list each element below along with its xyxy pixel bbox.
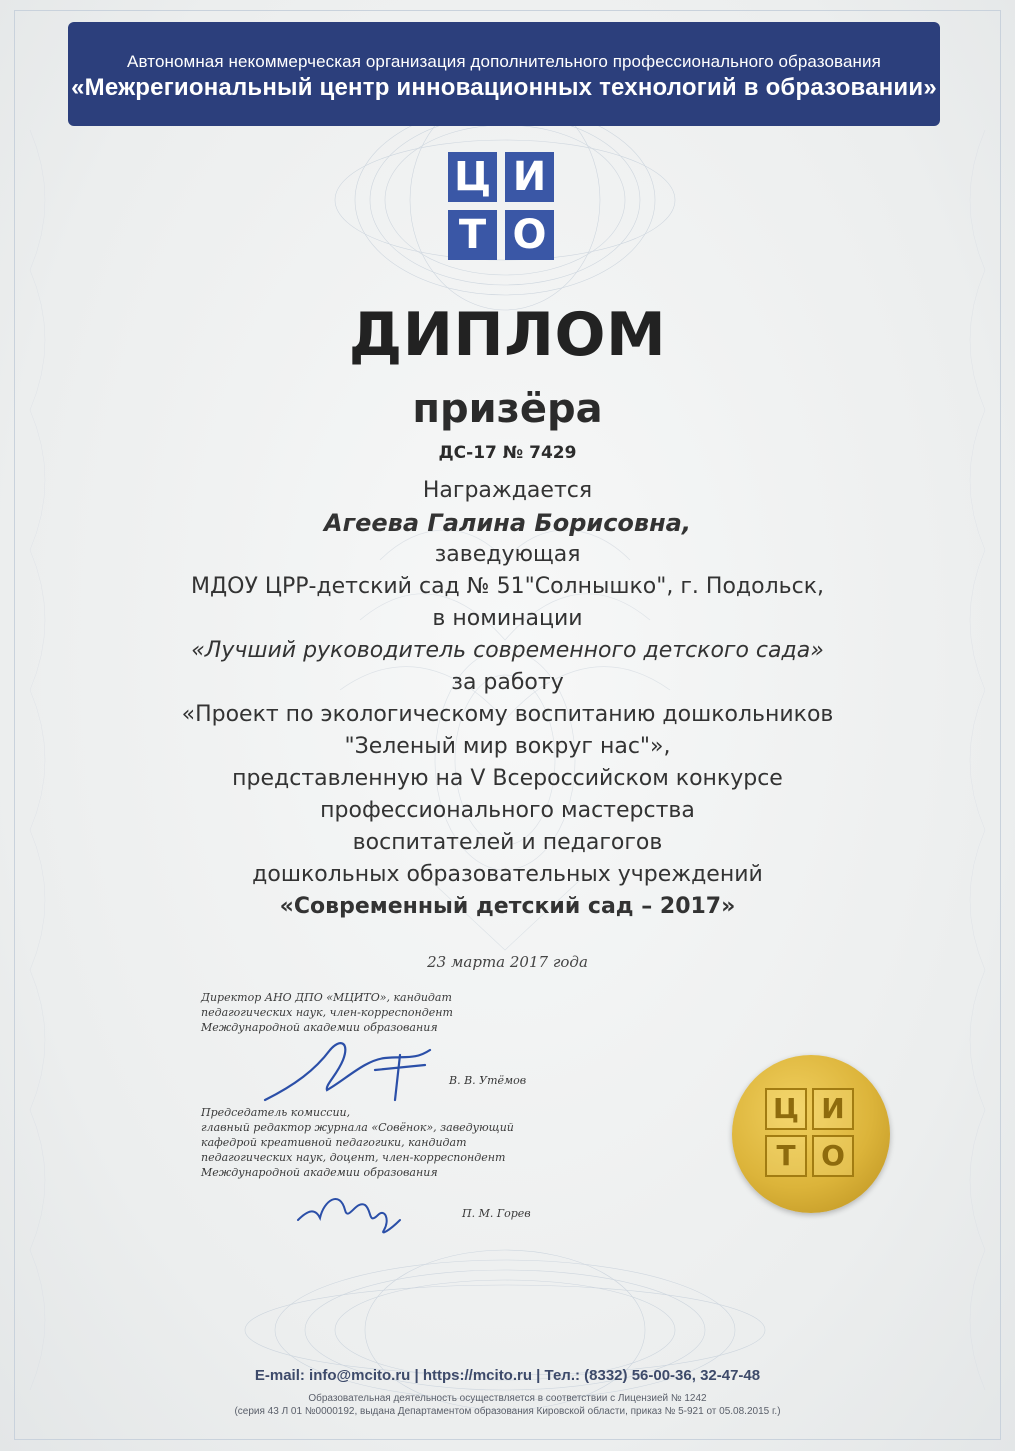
license-line: Образовательная деятельность осуществляется в соответствии с Лицензией № 1242: [308, 1393, 707, 1404]
work-title-line2: "Зеленый мир вокруг нас"»,: [344, 734, 671, 759]
award-date: 23 марта 2017 года: [427, 953, 588, 971]
contact-info: E-mail: info@mcito.ru | https://mcito.ru | Тел.: (8332) 56-00-36, 32-47-48: [254, 1367, 761, 1384]
diploma-subtitle: призёра: [412, 386, 603, 432]
work-label: за работу: [451, 670, 564, 695]
contest-line1: представленную на V Всероссийском конкурсе: [232, 766, 783, 791]
license-line: (серия 43 Л 01 №0000192, выдана Департаментом образования Кировской области, приказ № 5-921 от 05.08.2015 г.): [234, 1406, 781, 1417]
seal-letter: И: [812, 1088, 854, 1130]
logo-letter: Т: [448, 210, 497, 260]
organization-name: «Межрегиональный центр инновационных технологий в образовании»: [71, 74, 937, 101]
director-name: В. В. Утёмов: [449, 1074, 527, 1087]
chair-credentials-line: педагогических наук, доцент, член-корреспондент: [201, 1151, 506, 1164]
award-text: [0, 475, 1015, 923]
organization-type: Автономная некоммерческая организация дополнительного профессионального образования: [127, 52, 881, 71]
recipient-position: заведующая: [434, 542, 581, 567]
chair-credentials-line: Председатель комиссии,: [201, 1106, 351, 1119]
director-signature: [255, 1030, 455, 1110]
work-title-line1: «Проект по экологическому воспитанию дошкольников: [181, 702, 834, 727]
cito-logo: [448, 152, 554, 260]
director-credentials: [201, 990, 453, 1035]
chair-credentials-line: Международной академии образования: [201, 1166, 438, 1179]
chair-name: П. М. Горев: [462, 1207, 531, 1220]
seal-letter: Ц: [765, 1088, 807, 1130]
chair-credentials-line: кафедрой креативной педагогики, кандидат: [201, 1136, 467, 1149]
nomination-name: «Лучший руководитель современного детского сада»: [191, 638, 824, 663]
awarded-label: Награждается: [422, 478, 593, 503]
contest-line3: воспитателей и педагогов: [352, 830, 663, 855]
contest-line4: дошкольных образовательных учреждений: [252, 862, 763, 887]
license-info: [0, 1392, 1015, 1418]
chair-credentials: [201, 1105, 514, 1180]
director-credentials-line: Директор АНО ДПО «МЦИТО», кандидат: [201, 991, 452, 1004]
logo-letter: И: [505, 152, 554, 202]
diploma-number: ДС-17 № 7429: [438, 443, 577, 463]
chair-signature: [290, 1180, 410, 1240]
diploma-title: ДИПЛОМ: [348, 300, 667, 370]
recipient-name: Агеева Галина Борисовна,: [324, 509, 691, 537]
logo-letter: Ц: [448, 152, 497, 202]
contest-line2: профессионального мастерства: [320, 798, 695, 823]
logo-letter: О: [505, 210, 554, 260]
contest-name: «Современный детский сад – 2017»: [279, 894, 736, 919]
director-credentials-line: Международной академии образования: [201, 1021, 438, 1034]
chair-credentials-line: главный редактор журнала «Совёнок», заведующий: [201, 1121, 514, 1134]
recipient-organization: МДОУ ЦРР-детский сад № 51"Солнышко", г. Подольск,: [191, 574, 824, 599]
nomination-label: в номинации: [432, 606, 583, 631]
seal-letter: Т: [765, 1135, 807, 1177]
director-credentials-line: педагогических наук, член-корреспондент: [201, 1006, 453, 1019]
organization-header: [68, 22, 940, 126]
seal-letter: О: [812, 1135, 854, 1177]
wax-seal: [732, 1055, 890, 1213]
